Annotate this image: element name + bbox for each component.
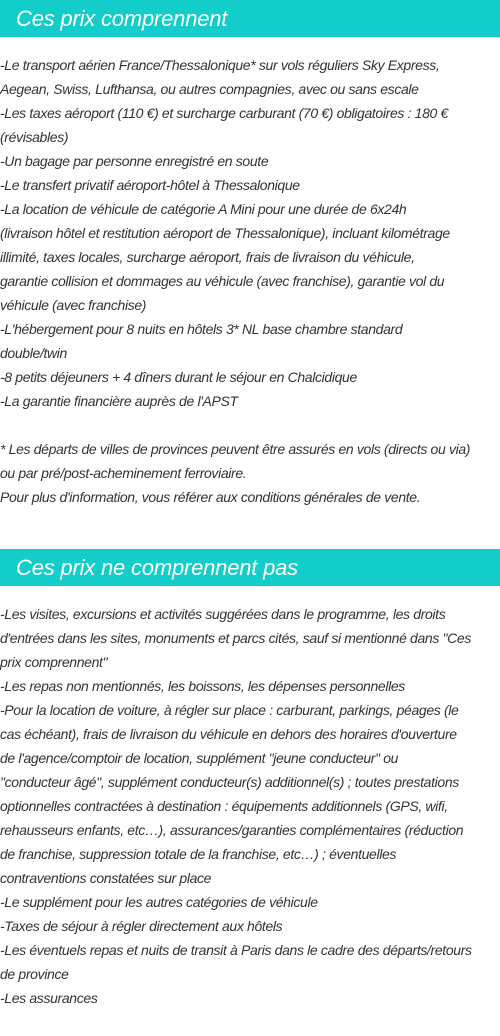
included-list-line: garantie collision et dommages au véhicule (avec franchise), garantie vol du xyxy=(0,273,445,289)
included-list-line: -La location de véhicule de catégorie A Mini pour une durée de 6x24h xyxy=(0,201,407,217)
excluded-list-line: prix comprennent" xyxy=(0,654,108,670)
excluded-list-line: -Les visites, excursions et activités suggérées dans le programme, les droits xyxy=(0,606,446,622)
excluded-list-line: rehausseurs enfants, etc…), assurances/garanties complémentaires (réduction xyxy=(0,822,464,838)
included-list-line: illimité, taxes locales, surcharge aéroport, frais de livraison du véhicule, xyxy=(0,249,415,265)
section-title-excluded: Ces prix ne comprennent pas xyxy=(0,549,500,586)
excluded-list-line: optionnelles contractées à destination : équipements additionnels (GPS, wifi, xyxy=(0,798,448,814)
excluded-list-line: -Les éventuels repas et nuits de transit à Paris dans le cadre des départs/retours xyxy=(0,942,472,958)
excluded-list-line: cas échéant), frais de livraison du véhicule en dehors des horaires d'ouverture xyxy=(0,726,457,742)
included-list-line: -Les taxes aéroport (110 €) et surcharge carburant (70 €) obligatoires : 180 € xyxy=(0,105,448,121)
included-notes xyxy=(0,413,500,509)
included-note-line: ou par pré/post-acheminement ferroviaire. xyxy=(0,465,247,481)
included-list-line: (révisables) xyxy=(0,129,69,145)
excluded-list-line: de province xyxy=(0,966,69,982)
excluded-list-line: -Pour la location de voiture, à régler sur place : carburant, parkings, péages (le xyxy=(0,702,459,718)
included-list-line: -Le transport aérien France/Thessalonique* sur vols réguliers Sky Express, xyxy=(0,57,440,73)
section-title-included: Ces prix comprennent xyxy=(0,0,500,37)
included-list-line: -Un bagage par personne enregistré en soute xyxy=(0,153,269,169)
excluded-list-line: -Le supplément pour les autres catégories de véhicule xyxy=(0,894,318,910)
included-list-line: véhicule (avec franchise) xyxy=(0,297,147,313)
included-list-line: -Le transfert privatif aéroport-hôtel à Thessalonique xyxy=(0,177,300,193)
excluded-list-line: "conducteur âgé", supplément conducteur(s) additionnel(s) ; toutes prestations xyxy=(0,774,459,790)
included-list-line: double/twin xyxy=(0,345,67,361)
included-list-line: (livraison hôtel et restitution aéroport de Thessalonique), incluant kilométrage xyxy=(0,225,450,241)
included-list-line: -L'hébergement pour 8 nuits en hôtels 3* NL base chambre standard xyxy=(0,321,403,337)
excluded-list-line: -Les assurances xyxy=(0,990,98,1006)
excluded-list-line: d'entrées dans les sites, monuments et parcs cités, sauf si mentionné dans "Ces xyxy=(0,630,472,646)
excluded-list xyxy=(0,586,500,1010)
included-list-line: -8 petits déjeuners + 4 dîners durant le séjour en Chalcidique xyxy=(0,369,357,385)
included-note-line: Pour plus d'information, vous référer aux conditions générales de vente. xyxy=(0,489,421,505)
excluded-list-line: -Taxes de séjour à régler directement aux hôtels xyxy=(0,918,283,934)
included-note-line: * Les départs de villes de provinces peuvent être assurés en vols (directs ou via) xyxy=(0,441,471,457)
excluded-list-line: contraventions constatées sur place xyxy=(0,870,212,886)
excluded-list-line: de franchise, suppression totale de la franchise, etc…) ; éventuelles xyxy=(0,846,397,862)
included-list xyxy=(0,37,500,413)
excluded-list-line: -Les repas non mentionnés, les boissons, les dépenses personnelles xyxy=(0,678,405,694)
included-list-line: Aegean, Swiss, Lufthansa, ou autres compagnies, avec ou sans escale xyxy=(0,81,419,97)
excluded-list-line: de l'agence/comptoir de location, supplément "jeune conducteur" ou xyxy=(0,750,399,766)
included-list-line: -La garantie financière auprès de l'APST xyxy=(0,393,238,409)
